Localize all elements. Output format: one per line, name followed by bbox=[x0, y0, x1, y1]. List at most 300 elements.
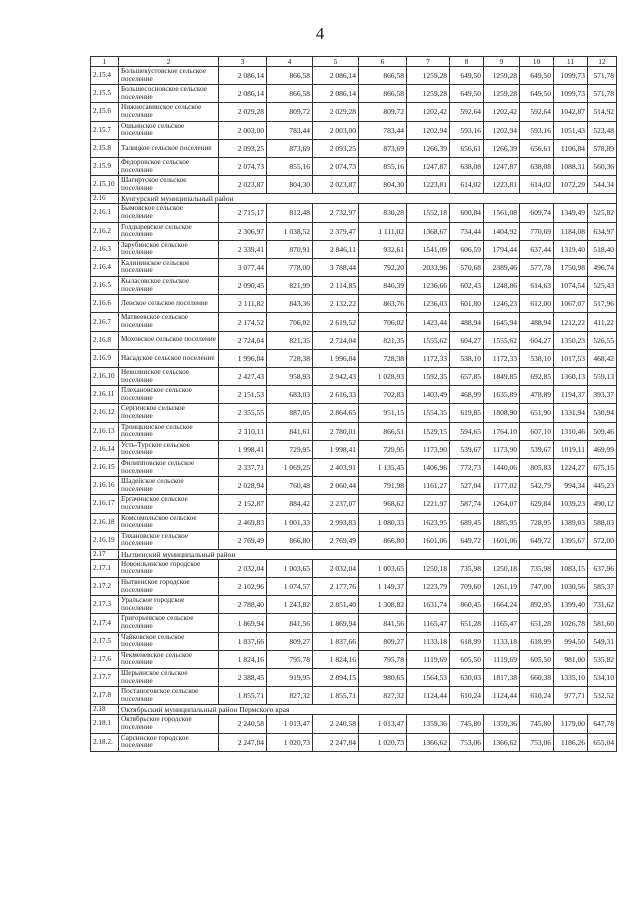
value-cell: 1202,94 bbox=[407, 121, 450, 139]
value-cell: 587,74 bbox=[450, 495, 484, 513]
settlement-name: Большесосновское сельское поселение bbox=[119, 85, 219, 103]
value-cell: 649,50 bbox=[450, 67, 484, 85]
value-cell: 2 111,82 bbox=[219, 295, 267, 313]
value-cell: 1039,23 bbox=[554, 495, 588, 513]
value-cell: 2 032,04 bbox=[219, 559, 267, 577]
row-code: 2.17.3 bbox=[91, 596, 119, 614]
value-cell: 2 724,04 bbox=[219, 331, 267, 349]
value-cell: 593,16 bbox=[520, 121, 554, 139]
header-cell: 3 bbox=[219, 57, 267, 67]
row-code: 2.16.9 bbox=[91, 349, 119, 367]
value-cell: 614,02 bbox=[520, 176, 554, 194]
section-code: 2.17 bbox=[91, 549, 119, 559]
value-cell: 1 080,33 bbox=[359, 513, 407, 531]
value-cell: 1554,35 bbox=[407, 404, 450, 422]
value-cell: 1635,89 bbox=[484, 386, 520, 404]
table-body bbox=[91, 57, 617, 752]
value-cell: 1395,67 bbox=[554, 531, 588, 549]
header-cell: 7 bbox=[407, 57, 450, 67]
section-code: 2.18 bbox=[91, 705, 119, 715]
table-row bbox=[91, 222, 617, 240]
value-cell: 393,37 bbox=[588, 386, 617, 404]
value-cell: 523,48 bbox=[588, 121, 617, 139]
value-cell: 600,84 bbox=[450, 204, 484, 222]
value-cell: 1173,90 bbox=[407, 440, 450, 458]
value-cell: 1 855,71 bbox=[219, 687, 267, 705]
value-cell: 594,65 bbox=[450, 422, 484, 440]
value-cell: 1 855,71 bbox=[313, 687, 359, 705]
value-cell: 866,58 bbox=[359, 85, 407, 103]
value-cell: 1808,90 bbox=[484, 404, 520, 422]
value-cell: 994,34 bbox=[554, 477, 588, 495]
value-cell: 1389,03 bbox=[554, 513, 588, 531]
row-code: 2.15.7 bbox=[91, 121, 119, 139]
table-row bbox=[91, 313, 617, 331]
header-cell: 8 bbox=[450, 57, 484, 67]
value-cell: 2 403,91 bbox=[313, 458, 359, 476]
header-cell: 4 bbox=[267, 57, 313, 67]
value-cell: 2 093,25 bbox=[313, 139, 359, 157]
value-cell: 2389,46 bbox=[484, 258, 520, 276]
table-row bbox=[91, 103, 617, 121]
value-cell: 588,03 bbox=[588, 513, 617, 531]
value-cell: 1366,62 bbox=[407, 733, 450, 751]
value-cell: 1221,97 bbox=[407, 495, 450, 513]
value-cell: 2033,96 bbox=[407, 258, 450, 276]
table-row bbox=[91, 258, 617, 276]
value-cell: 488,94 bbox=[520, 313, 554, 331]
value-cell: 981,00 bbox=[554, 650, 588, 668]
row-code: 2.16.19 bbox=[91, 531, 119, 549]
value-cell: 637,96 bbox=[588, 559, 617, 577]
value-cell: 637,44 bbox=[520, 240, 554, 258]
value-cell: 1194,37 bbox=[554, 386, 588, 404]
value-cell: 778,00 bbox=[267, 258, 313, 276]
value-cell: 1202,42 bbox=[484, 103, 520, 121]
row-code: 2.15.6 bbox=[91, 103, 119, 121]
value-cell: 745,80 bbox=[520, 715, 554, 733]
value-cell: 812,48 bbox=[267, 204, 313, 222]
value-cell: 866,58 bbox=[267, 67, 313, 85]
settlement-name: Шагиртское сельское поселение bbox=[119, 176, 219, 194]
value-cell: 753,06 bbox=[450, 733, 484, 751]
value-cell: 559,13 bbox=[588, 368, 617, 386]
value-cell: 731,62 bbox=[588, 596, 617, 614]
row-code: 2.16.7 bbox=[91, 313, 119, 331]
value-cell: 1331,94 bbox=[554, 404, 588, 422]
value-cell: 2 780,01 bbox=[313, 422, 359, 440]
value-cell: 866,51 bbox=[359, 422, 407, 440]
row-code: 2.16.12 bbox=[91, 404, 119, 422]
table-row bbox=[91, 368, 617, 386]
table-row bbox=[91, 513, 617, 531]
value-cell: 728,38 bbox=[267, 349, 313, 367]
value-cell: 2 715,17 bbox=[219, 204, 267, 222]
value-cell: 860,45 bbox=[450, 596, 484, 614]
value-cell: 619,85 bbox=[450, 404, 484, 422]
row-code: 2.15.8 bbox=[91, 139, 119, 157]
value-cell: 2 616,33 bbox=[313, 386, 359, 404]
value-cell: 1 824,16 bbox=[313, 650, 359, 668]
table-row bbox=[91, 477, 617, 495]
value-cell: 2 337,71 bbox=[219, 458, 267, 476]
table-row bbox=[91, 650, 617, 668]
row-code: 2.15.5 bbox=[91, 85, 119, 103]
value-cell: 866,80 bbox=[359, 531, 407, 549]
value-cell: 932,61 bbox=[359, 240, 407, 258]
table-row bbox=[91, 67, 617, 85]
value-cell: 809,27 bbox=[267, 632, 313, 650]
value-cell: 1224,27 bbox=[554, 458, 588, 476]
value-cell: 1631,74 bbox=[407, 596, 450, 614]
value-cell: 2 086,14 bbox=[219, 85, 267, 103]
value-cell: 1 020,73 bbox=[267, 733, 313, 751]
value-cell: 841,56 bbox=[359, 614, 407, 632]
value-cell: 592,64 bbox=[450, 103, 484, 121]
table-row bbox=[91, 404, 617, 422]
value-cell: 1764,10 bbox=[484, 422, 520, 440]
row-code: 2.16.16 bbox=[91, 477, 119, 495]
value-cell: 866,58 bbox=[359, 67, 407, 85]
value-cell: 1403,49 bbox=[407, 386, 450, 404]
row-code: 2.17.5 bbox=[91, 632, 119, 650]
value-cell: 1030,56 bbox=[554, 578, 588, 596]
value-cell: 1849,85 bbox=[484, 368, 520, 386]
row-code: 2.15.4 bbox=[91, 67, 119, 85]
value-cell: 1133,18 bbox=[407, 632, 450, 650]
value-cell: 2 247,84 bbox=[219, 733, 267, 751]
value-cell: 1366,62 bbox=[484, 733, 520, 751]
value-cell: 2 306,97 bbox=[219, 222, 267, 240]
table-row bbox=[91, 422, 617, 440]
section-title: Октябрьский муниципальный район Пермского края bbox=[119, 705, 617, 715]
value-cell: 1161,27 bbox=[407, 477, 450, 495]
value-cell: 1177,02 bbox=[484, 477, 520, 495]
value-cell: 468,42 bbox=[588, 349, 617, 367]
settlement-name: Постаноговское сельское поселение bbox=[119, 687, 219, 705]
value-cell: 809,72 bbox=[359, 103, 407, 121]
value-cell: 1 869,94 bbox=[313, 614, 359, 632]
row-code: 2.16.5 bbox=[91, 277, 119, 295]
value-cell: 2 339,41 bbox=[219, 240, 267, 258]
settlement-name: Насадское сельское поселение bbox=[119, 349, 219, 367]
value-cell: 655,04 bbox=[588, 733, 617, 751]
value-cell: 2 093,25 bbox=[219, 139, 267, 157]
settlement-name: Октябрьское городское поселение bbox=[119, 715, 219, 733]
section-code: 2.16 bbox=[91, 194, 119, 204]
value-cell: 1 013,47 bbox=[359, 715, 407, 733]
value-cell: 1319,40 bbox=[554, 240, 588, 258]
value-cell: 841,61 bbox=[267, 422, 313, 440]
value-cell: 827,32 bbox=[267, 687, 313, 705]
value-cell: 1017,53 bbox=[554, 349, 588, 367]
value-cell: 1817,38 bbox=[484, 669, 520, 687]
value-cell: 577,78 bbox=[520, 258, 554, 276]
tariff-table bbox=[90, 56, 617, 752]
value-cell: 821,35 bbox=[359, 331, 407, 349]
value-cell: 855,16 bbox=[267, 157, 313, 175]
value-cell: 2 086,14 bbox=[313, 85, 359, 103]
row-code: 2.16.4 bbox=[91, 258, 119, 276]
value-cell: 1133,18 bbox=[484, 632, 520, 650]
value-cell: 656,61 bbox=[450, 139, 484, 157]
value-cell: 2 310,11 bbox=[219, 422, 267, 440]
value-cell: 958,93 bbox=[267, 368, 313, 386]
value-cell: 1236,66 bbox=[407, 277, 450, 295]
settlement-name: Калининское сельское поселение bbox=[119, 258, 219, 276]
value-cell: 760,48 bbox=[267, 477, 313, 495]
value-cell: 618,99 bbox=[450, 632, 484, 650]
row-code: 2.16.6 bbox=[91, 295, 119, 313]
value-cell: 517,96 bbox=[588, 295, 617, 313]
row-code: 2.16.8 bbox=[91, 331, 119, 349]
value-cell: 647,78 bbox=[588, 715, 617, 733]
table-row bbox=[91, 204, 617, 222]
value-cell: 1124,44 bbox=[407, 687, 450, 705]
value-cell: 1212,22 bbox=[554, 313, 588, 331]
value-cell: 728,38 bbox=[359, 349, 407, 367]
value-cell: 795,78 bbox=[267, 650, 313, 668]
settlement-name: Ленское сельское поселение bbox=[119, 295, 219, 313]
table-row bbox=[91, 559, 617, 577]
row-code: 2.15.9 bbox=[91, 157, 119, 175]
value-cell: 1 869,94 bbox=[219, 614, 267, 632]
settlement-name: Ергачинское сельское поселение bbox=[119, 495, 219, 513]
table-row bbox=[91, 715, 617, 733]
value-cell: 651,28 bbox=[520, 614, 554, 632]
value-cell: 411,22 bbox=[588, 313, 617, 331]
value-cell: 772,73 bbox=[450, 458, 484, 476]
value-cell: 1223,79 bbox=[407, 578, 450, 596]
settlement-name: Зарубинское сельское поселение bbox=[119, 240, 219, 258]
settlement-name: Комсомольское сельское поселение bbox=[119, 513, 219, 531]
value-cell: 605,50 bbox=[520, 650, 554, 668]
settlement-name: Голдыревское сельское поселение bbox=[119, 222, 219, 240]
value-cell: 1 243,82 bbox=[267, 596, 313, 614]
value-cell: 884,42 bbox=[267, 495, 313, 513]
value-cell: 2 240,58 bbox=[313, 715, 359, 733]
value-cell: 651,90 bbox=[520, 404, 554, 422]
value-cell: 792,20 bbox=[359, 258, 407, 276]
value-cell: 1750,98 bbox=[554, 258, 588, 276]
value-cell: 2 942,43 bbox=[313, 368, 359, 386]
value-cell: 1 111,02 bbox=[359, 222, 407, 240]
row-code: 2.17.6 bbox=[91, 650, 119, 668]
value-cell: 1223,81 bbox=[484, 176, 520, 194]
value-cell: 791,98 bbox=[359, 477, 407, 495]
header-cell: 10 bbox=[520, 57, 554, 67]
value-cell: 951,15 bbox=[359, 404, 407, 422]
value-cell: 2 388,45 bbox=[219, 669, 267, 687]
table-row bbox=[91, 733, 617, 751]
value-cell: 821,99 bbox=[267, 277, 313, 295]
value-cell: 578,89 bbox=[588, 139, 617, 157]
value-cell: 532,52 bbox=[588, 687, 617, 705]
value-cell: 1 998,41 bbox=[219, 440, 267, 458]
value-cell: 1 149,37 bbox=[359, 578, 407, 596]
value-cell: 1885,95 bbox=[484, 513, 520, 531]
value-cell: 478,89 bbox=[520, 386, 554, 404]
value-cell: 530,94 bbox=[588, 404, 617, 422]
table-row bbox=[91, 349, 617, 367]
settlement-name: Плехановское сельское поселение bbox=[119, 386, 219, 404]
row-code: 2.18.2. bbox=[91, 733, 119, 751]
value-cell: 873,69 bbox=[359, 139, 407, 157]
value-cell: 660,38 bbox=[520, 669, 554, 687]
value-cell: 1 028,93 bbox=[359, 368, 407, 386]
value-cell: 729,95 bbox=[267, 440, 313, 458]
value-cell: 689,45 bbox=[450, 513, 484, 531]
value-cell: 1 069,25 bbox=[267, 458, 313, 476]
settlement-name: Бымовское сельское поселение bbox=[119, 204, 219, 222]
value-cell: 1310,46 bbox=[554, 422, 588, 440]
value-cell: 729,95 bbox=[359, 440, 407, 458]
value-cell: 1 001,33 bbox=[267, 513, 313, 531]
table-row bbox=[91, 277, 617, 295]
settlement-name: Чайковское сельское поселение bbox=[119, 632, 219, 650]
value-cell: 1 003,65 bbox=[267, 559, 313, 577]
value-cell: 1019,11 bbox=[554, 440, 588, 458]
settlement-name: Большекустовское сельское поселение bbox=[119, 67, 219, 85]
value-cell: 630,03 bbox=[450, 669, 484, 687]
value-cell: 706,02 bbox=[267, 313, 313, 331]
value-cell: 1350,23 bbox=[554, 331, 588, 349]
value-cell: 610,24 bbox=[520, 687, 554, 705]
value-cell: 1 824,16 bbox=[219, 650, 267, 668]
value-cell: 614,63 bbox=[520, 277, 554, 295]
value-cell: 638,08 bbox=[450, 157, 484, 175]
value-cell: 683,03 bbox=[267, 386, 313, 404]
value-cell: 735,98 bbox=[520, 559, 554, 577]
value-cell: 592,64 bbox=[520, 103, 554, 121]
value-cell: 1529,15 bbox=[407, 422, 450, 440]
value-cell: 2 240,58 bbox=[219, 715, 267, 733]
value-cell: 612,00 bbox=[520, 295, 554, 313]
value-cell: 1261,19 bbox=[484, 578, 520, 596]
value-cell: 2 769,49 bbox=[219, 531, 267, 549]
value-cell: 602,43 bbox=[450, 277, 484, 295]
value-cell: 2 090,45 bbox=[219, 277, 267, 295]
value-cell: 649,72 bbox=[520, 531, 554, 549]
value-cell: 841,56 bbox=[267, 614, 313, 632]
value-cell: 1406,96 bbox=[407, 458, 450, 476]
row-code: 2.17.8 bbox=[91, 687, 119, 705]
value-cell: 1 038,52 bbox=[267, 222, 313, 240]
value-cell: 629,84 bbox=[520, 495, 554, 513]
value-cell: 821,35 bbox=[267, 331, 313, 349]
value-cell: 2 003,00 bbox=[219, 121, 267, 139]
value-cell: 1399,40 bbox=[554, 596, 588, 614]
value-cell: 783,44 bbox=[267, 121, 313, 139]
value-cell: 1 996,84 bbox=[313, 349, 359, 367]
value-cell: 887,05 bbox=[267, 404, 313, 422]
value-cell: 809,72 bbox=[267, 103, 313, 121]
value-cell: 2 086,14 bbox=[219, 67, 267, 85]
value-cell: 1359,36 bbox=[407, 715, 450, 733]
value-cell: 2 132,22 bbox=[313, 295, 359, 313]
value-cell: 1645,94 bbox=[484, 313, 520, 331]
value-cell: 609,74 bbox=[520, 204, 554, 222]
section-row bbox=[91, 705, 617, 715]
value-cell: 1119,69 bbox=[407, 650, 450, 668]
value-cell: 1349,49 bbox=[554, 204, 588, 222]
value-cell: 770,69 bbox=[520, 222, 554, 240]
value-cell: 593,16 bbox=[450, 121, 484, 139]
value-cell: 1026,78 bbox=[554, 614, 588, 632]
value-cell: 1601,06 bbox=[484, 531, 520, 549]
value-cell: 1259,28 bbox=[484, 85, 520, 103]
value-cell: 1042,87 bbox=[554, 103, 588, 121]
value-cell: 1264,07 bbox=[484, 495, 520, 513]
value-cell: 560,36 bbox=[588, 157, 617, 175]
settlement-name: Усть-Турское сельское поселение bbox=[119, 440, 219, 458]
value-cell: 2 846,11 bbox=[313, 240, 359, 258]
header-cell: 9 bbox=[484, 57, 520, 67]
value-cell: 728,95 bbox=[520, 513, 554, 531]
value-cell: 445,23 bbox=[588, 477, 617, 495]
value-cell: 1088,31 bbox=[554, 157, 588, 175]
value-cell: 1099,73 bbox=[554, 85, 588, 103]
value-cell: 525,82 bbox=[588, 204, 617, 222]
value-cell: 1 998,41 bbox=[313, 440, 359, 458]
settlement-name: Нижнесавинское сельское поселение bbox=[119, 103, 219, 121]
value-cell: 544,34 bbox=[588, 176, 617, 194]
value-cell: 605,50 bbox=[450, 650, 484, 668]
value-cell: 571,78 bbox=[588, 67, 617, 85]
value-cell: 469,99 bbox=[588, 440, 617, 458]
page-number: 4 bbox=[315, 24, 325, 43]
header-row bbox=[91, 57, 617, 67]
value-cell: 735,98 bbox=[450, 559, 484, 577]
header-cell: 11 bbox=[554, 57, 588, 67]
value-cell: 1124,44 bbox=[484, 687, 520, 705]
value-cell: 549,31 bbox=[588, 632, 617, 650]
row-code: 2.16.17 bbox=[91, 495, 119, 513]
settlement-name: Чекменевское сельское поселение bbox=[119, 650, 219, 668]
value-cell: 490,12 bbox=[588, 495, 617, 513]
value-cell: 1247,87 bbox=[484, 157, 520, 175]
value-cell: 1051,43 bbox=[554, 121, 588, 139]
settlement-name: Нытвенское городское поселение bbox=[119, 578, 219, 596]
value-cell: 2 469,83 bbox=[219, 513, 267, 531]
value-cell: 1 837,66 bbox=[219, 632, 267, 650]
value-cell: 1074,54 bbox=[554, 277, 588, 295]
value-cell: 1552,18 bbox=[407, 204, 450, 222]
value-cell: 1106,84 bbox=[554, 139, 588, 157]
row-code: 2.17.4 bbox=[91, 614, 119, 632]
value-cell: 527,04 bbox=[450, 477, 484, 495]
value-cell: 1359,36 bbox=[484, 715, 520, 733]
table-row bbox=[91, 157, 617, 175]
value-cell: 2 177,76 bbox=[313, 578, 359, 596]
value-cell: 804,30 bbox=[359, 176, 407, 194]
header-cell: 6 bbox=[359, 57, 407, 67]
settlement-name: Тихановское сельское поселение bbox=[119, 531, 219, 549]
table-row bbox=[91, 458, 617, 476]
row-code: 2.17.1 bbox=[91, 559, 119, 577]
settlement-name: Талицкое сельское поселение bbox=[119, 139, 219, 157]
value-cell: 2 174,52 bbox=[219, 313, 267, 331]
value-cell: 846,39 bbox=[359, 277, 407, 295]
value-cell: 2 355,55 bbox=[219, 404, 267, 422]
value-cell: 2 864,65 bbox=[313, 404, 359, 422]
value-cell: 1259,28 bbox=[484, 67, 520, 85]
settlement-name: Кыласовское сельское поселение bbox=[119, 277, 219, 295]
value-cell: 607,10 bbox=[520, 422, 554, 440]
table-row bbox=[91, 495, 617, 513]
value-cell: 2 237,07 bbox=[313, 495, 359, 513]
value-cell: 2 732,97 bbox=[313, 204, 359, 222]
